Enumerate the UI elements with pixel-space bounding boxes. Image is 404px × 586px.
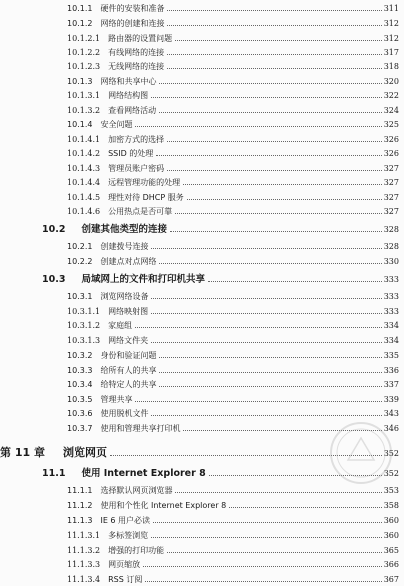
dot-leader xyxy=(151,298,381,299)
toc-entry xyxy=(67,77,399,87)
page-number: 360 xyxy=(383,531,399,540)
dot-leader xyxy=(159,357,381,358)
entry-number: 10.1.3.2 xyxy=(67,106,101,115)
toc-section xyxy=(42,224,399,236)
dot-leader xyxy=(143,566,382,567)
entry-number: 11.1.3.3 xyxy=(67,560,101,569)
page-number: 339 xyxy=(383,395,399,404)
entry-title: 浏览网络设备 xyxy=(100,292,149,301)
section-number: 10.2 xyxy=(42,224,66,235)
toc-entry xyxy=(67,307,399,317)
entry-number: 10.3.7 xyxy=(67,424,93,433)
entry-number: 11.1.3 xyxy=(67,516,93,525)
page-number: 334 xyxy=(383,336,399,345)
entry-title: 查看网络活动 xyxy=(108,106,157,115)
entry-number: 11.1.3.4 xyxy=(67,575,101,584)
dot-leader xyxy=(167,54,382,55)
entry-title: 给所有人的共享 xyxy=(100,366,157,375)
entry-title: 管理共享 xyxy=(100,395,133,404)
dot-leader xyxy=(135,327,382,328)
entry-title: 公用热点是否可靠 xyxy=(108,207,173,216)
entry-title: 身份和验证问题 xyxy=(100,351,157,360)
toc-entry xyxy=(67,409,399,419)
entry-title: RSS 订阅 xyxy=(108,575,143,584)
page-number: 352 xyxy=(383,449,399,458)
dot-leader xyxy=(159,112,382,113)
dot-leader xyxy=(159,372,381,373)
page-number: 352 xyxy=(383,469,399,478)
page-number: 327 xyxy=(383,193,399,202)
entry-number: 10.3.4 xyxy=(67,380,93,389)
entry-title: 使用和管理共享打印机 xyxy=(100,424,181,433)
page-number: 366 xyxy=(383,560,399,569)
dot-leader xyxy=(167,25,381,26)
dot-leader xyxy=(175,492,381,493)
section-number: 11.1 xyxy=(42,468,66,479)
entry-number: 11.1.3.1 xyxy=(67,531,101,540)
page-number: 326 xyxy=(383,135,399,144)
page-number: 327 xyxy=(383,207,399,216)
toc-entry xyxy=(67,257,399,267)
entry-title: 创建点对点网络 xyxy=(100,257,157,266)
dot-leader xyxy=(151,97,382,98)
toc-entry xyxy=(67,48,399,58)
section-number: 10.3 xyxy=(42,274,66,285)
dot-leader xyxy=(183,184,382,185)
entry-title: IE 6 用户必读 xyxy=(100,516,151,525)
page-number: 334 xyxy=(383,321,399,330)
entry-number: 11.1.1 xyxy=(67,486,93,495)
entry-number: 10.3.5 xyxy=(67,395,93,404)
page-number: 327 xyxy=(383,164,399,173)
page-number: 312 xyxy=(383,34,399,43)
entry-number: 10.1.4.1 xyxy=(67,135,101,144)
toc-entry xyxy=(67,351,399,361)
entry-title: 增强的打印功能 xyxy=(108,546,165,555)
entry-number: 10.1.4.4 xyxy=(67,178,101,187)
page-number: 324 xyxy=(383,106,399,115)
toc-entry xyxy=(67,19,399,29)
page-number: 360 xyxy=(383,516,399,525)
dot-leader xyxy=(167,170,382,171)
toc-entry xyxy=(67,106,399,116)
entry-title: 网络和共享中心 xyxy=(100,77,157,86)
dot-leader xyxy=(135,401,381,402)
entry-number: 10.1.2.2 xyxy=(67,48,101,57)
toc-entry xyxy=(67,149,399,159)
entry-number: 10.1.4.6 xyxy=(67,207,101,216)
entry-title: 远程管理功能的处理 xyxy=(108,178,181,187)
entry-title: 网络映射图 xyxy=(108,307,149,316)
entry-title: 路由器的设置问题 xyxy=(108,34,173,43)
page-number: 335 xyxy=(383,351,399,360)
page-number: 365 xyxy=(383,546,399,555)
entry-number: 10.3.3 xyxy=(67,366,93,375)
page-number: 326 xyxy=(383,149,399,158)
toc-entry xyxy=(67,34,399,44)
toc-entry xyxy=(67,62,399,72)
dot-leader xyxy=(167,141,382,142)
entry-title: 使用脱机文件 xyxy=(100,409,149,418)
section-title: 使用 Internet Explorer 8 xyxy=(81,468,206,479)
page-number: 320 xyxy=(383,77,399,86)
toc-entry xyxy=(67,207,399,217)
entry-number: 10.3.1.2 xyxy=(67,321,101,330)
entry-number: 10.1.4 xyxy=(67,120,93,129)
entry-number: 10.1.4.2 xyxy=(67,149,101,158)
entry-title: 网络文件夹 xyxy=(108,336,149,345)
entry-title: 硬件的安装和准备 xyxy=(100,4,165,13)
toc-entry xyxy=(67,120,399,130)
dot-leader xyxy=(229,507,381,508)
chapter-title: 浏览网页 xyxy=(62,446,107,459)
toc-entry xyxy=(67,575,399,585)
chapter-number: 第 11 章 xyxy=(0,446,45,459)
toc-entry xyxy=(67,531,399,541)
watermark-stamp-icon xyxy=(328,420,394,486)
section-title: 局域网上的文件和打印机共享 xyxy=(81,274,205,285)
entry-number: 10.3.2 xyxy=(67,351,93,360)
dot-leader xyxy=(159,263,381,264)
entry-number: 11.1.3.2 xyxy=(67,546,101,555)
toc-entry xyxy=(67,135,399,145)
toc-entry xyxy=(67,516,399,526)
page-number: 346 xyxy=(383,424,399,433)
toc-entry xyxy=(67,91,399,101)
page-number: 330 xyxy=(383,257,399,266)
toc-entry xyxy=(67,366,399,376)
dot-leader xyxy=(208,281,382,282)
entry-title: 选择默认网页浏览器 xyxy=(100,486,173,495)
entry-number: 10.1.3.1 xyxy=(67,91,101,100)
entry-number: 10.1.3 xyxy=(67,77,93,86)
dot-leader xyxy=(159,83,381,84)
entry-number: 10.1.2.3 xyxy=(67,62,101,71)
page-number: 328 xyxy=(383,242,399,251)
dot-leader xyxy=(135,126,381,127)
dot-leader xyxy=(156,155,381,156)
toc-entry xyxy=(67,560,399,570)
page-number: 322 xyxy=(383,91,399,100)
entry-title: 加密方式的选择 xyxy=(108,135,165,144)
toc-entry xyxy=(67,546,399,556)
dot-leader xyxy=(151,313,382,314)
entry-title: 安全问题 xyxy=(100,120,133,129)
entry-title: 多标签浏览 xyxy=(108,531,149,540)
entry-title: 网页缩放 xyxy=(108,560,141,569)
dot-leader xyxy=(145,581,381,582)
toc-entry xyxy=(67,292,399,302)
entry-number: 10.2.2 xyxy=(67,257,93,266)
toc-entry xyxy=(67,178,399,188)
entry-title: 有线网络的连接 xyxy=(108,48,165,57)
entry-title: 使用和个性化 Internet Explorer 8 xyxy=(100,501,227,510)
toc-entry xyxy=(67,336,399,346)
page-number: 358 xyxy=(383,501,399,510)
dot-leader xyxy=(151,415,381,416)
entry-number: 10.3.6 xyxy=(67,409,93,418)
dot-leader xyxy=(175,213,382,214)
toc-entry xyxy=(67,321,399,331)
toc-entry xyxy=(67,4,399,14)
page-number: 333 xyxy=(383,275,399,284)
section-title: 创建其他类型的连接 xyxy=(81,224,167,235)
dot-leader xyxy=(151,248,381,249)
toc-entry xyxy=(67,164,399,174)
toc-entry xyxy=(67,380,399,390)
page-number: 312 xyxy=(383,19,399,28)
page-number: 337 xyxy=(383,380,399,389)
page-number: 343 xyxy=(383,409,399,418)
entry-title: 家庭组 xyxy=(108,321,133,330)
entry-number: 10.1.4.5 xyxy=(67,193,101,202)
entry-title: 网络结构图 xyxy=(108,91,149,100)
toc-entry xyxy=(67,501,399,511)
page-number: 353 xyxy=(383,486,399,495)
page-number: 328 xyxy=(383,225,399,234)
page-number: 311 xyxy=(383,4,399,13)
entry-number: 10.3.1.3 xyxy=(67,336,101,345)
entry-number: 10.1.4.3 xyxy=(67,164,101,173)
page-number: 327 xyxy=(383,178,399,187)
dot-leader xyxy=(167,68,382,69)
entry-number: 10.1.2.1 xyxy=(67,34,101,43)
entry-number: 10.3.1.1 xyxy=(67,307,101,316)
entry-title: 创建拨号连接 xyxy=(100,242,149,251)
entry-title: 给特定人的共享 xyxy=(100,380,157,389)
dot-leader xyxy=(167,10,381,11)
toc-entry xyxy=(67,193,399,203)
entry-title: 无线网络的连接 xyxy=(108,62,165,71)
page-number: 317 xyxy=(383,48,399,57)
dot-leader xyxy=(170,231,382,232)
entry-number: 10.1.2 xyxy=(67,19,93,28)
dot-leader xyxy=(151,342,382,343)
entry-number: 11.1.2 xyxy=(67,501,93,510)
entry-title: 理性对待 DHCP 服务 xyxy=(108,193,184,202)
page-number: 333 xyxy=(383,292,399,301)
dot-leader xyxy=(167,552,382,553)
dot-leader xyxy=(153,522,382,523)
dot-leader xyxy=(151,537,382,538)
entry-title: 网络的创建和连接 xyxy=(100,19,165,28)
toc-entry xyxy=(67,395,399,405)
page-number: 333 xyxy=(383,307,399,316)
page-number: 318 xyxy=(383,62,399,71)
entry-number: 10.1.1 xyxy=(67,4,93,13)
toc-entry xyxy=(67,486,399,496)
dot-leader xyxy=(175,40,382,41)
entry-title: SSID 的处理 xyxy=(108,149,154,158)
entry-title: 管理员账户密码 xyxy=(108,164,165,173)
toc-entry xyxy=(67,242,399,252)
entry-number: 10.3.1 xyxy=(67,292,93,301)
page-number: 325 xyxy=(383,120,399,129)
dot-leader xyxy=(187,199,382,200)
toc-section xyxy=(42,274,399,286)
dot-leader xyxy=(159,386,381,387)
page-number: 336 xyxy=(383,366,399,375)
page-number: 367 xyxy=(383,575,399,584)
entry-number: 10.2.1 xyxy=(67,242,93,251)
